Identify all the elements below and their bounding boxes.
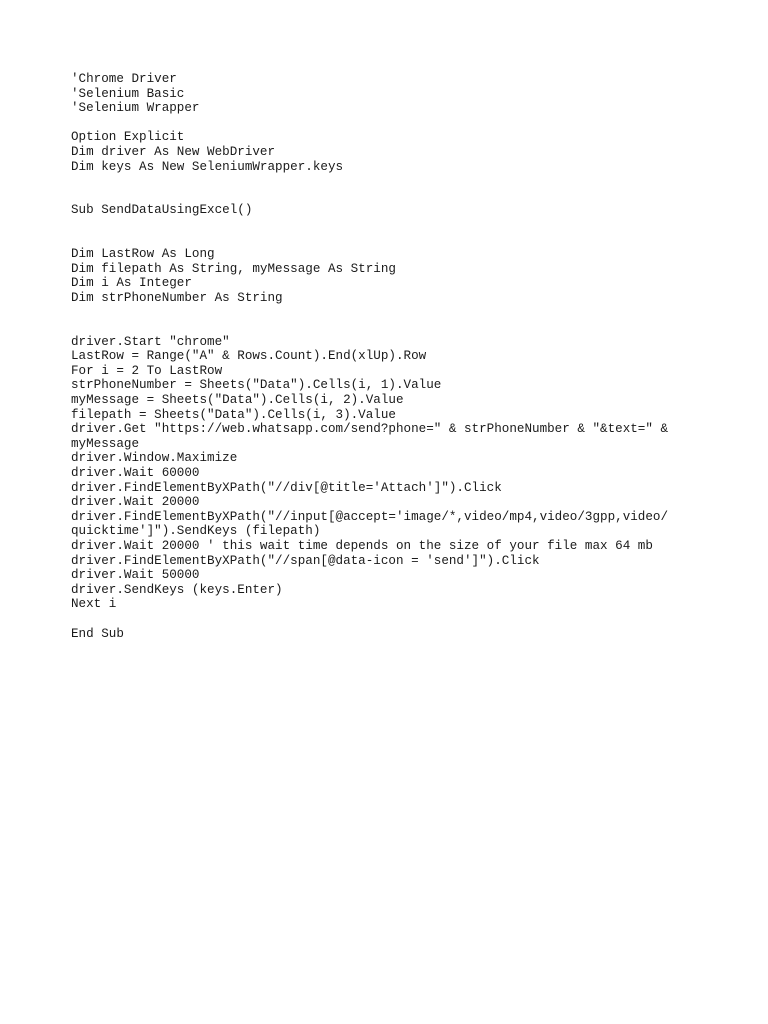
code-line: myMessage	[71, 436, 140, 451]
code-line: driver.Start "chrome"	[71, 334, 230, 349]
code-line: Dim LastRow As Long	[71, 247, 215, 262]
code-line: 'Chrome Driver	[71, 72, 177, 86]
code-line: myMessage = Sheets("Data").Cells(i, 2).Value	[71, 393, 404, 408]
code-line: driver.FindElementByXPath("//input[@accept='image/*,video/mp4,video/3gpp,video/	[71, 509, 669, 524]
code-line: driver.FindElementByXPath("//span[@data-icon = 'send']").Click	[71, 553, 540, 568]
code-line: quicktime']").SendKeys (filepath)	[71, 524, 321, 539]
code-line: Dim keys As New SeleniumWrapper.keys	[71, 159, 344, 174]
code-line: Next i	[71, 597, 117, 612]
code-line: driver.SendKeys (keys.Enter)	[71, 582, 283, 597]
code-listing	[71, 72, 711, 641]
code-line: driver.Window.Maximize	[71, 451, 238, 466]
code-line: Sub SendDataUsingExcel()	[71, 203, 253, 218]
code-line: Dim filepath As String, myMessage As String	[71, 261, 396, 276]
code-line	[71, 218, 711, 233]
code-line: driver.Get "https://web.whatsapp.com/send?phone=" & strPhoneNumber & "&text=" &	[71, 422, 669, 437]
code-line: driver.Wait 20000 ' this wait time depends on the size of your file max 64 mb	[71, 539, 653, 553]
code-line	[71, 320, 711, 335]
code-line: driver.Wait 20000	[71, 495, 200, 510]
code-line	[71, 189, 711, 204]
code-line: filepath = Sheets("Data").Cells(i, 3).Value	[71, 407, 396, 422]
code-line: Dim i As Integer	[71, 276, 192, 291]
code-line	[71, 116, 711, 131]
code-line: LastRow = Range("A" & Rows.Count).End(xlUp).Row	[71, 349, 427, 364]
code-line: strPhoneNumber = Sheets("Data").Cells(i, 1).Value	[71, 378, 442, 393]
code-line: driver.FindElementByXPath("//div[@title='Attach']").Click	[71, 480, 502, 495]
code-line	[71, 174, 711, 189]
code-line: driver.Wait 50000	[71, 568, 200, 583]
code-line: Dim driver As New WebDriver	[71, 144, 276, 159]
code-line: Dim strPhoneNumber As String	[71, 290, 283, 305]
code-line: 'Selenium Wrapper	[71, 101, 200, 116]
code-line: driver.Wait 60000	[71, 466, 200, 481]
code-line	[71, 233, 711, 248]
code-line	[71, 612, 711, 627]
code-line	[71, 306, 711, 321]
code-line: 'Selenium Basic	[71, 86, 185, 101]
code-line: For i = 2 To LastRow	[71, 363, 223, 378]
code-line: Option Explicit	[71, 130, 185, 145]
code-line: End Sub	[71, 626, 124, 641]
